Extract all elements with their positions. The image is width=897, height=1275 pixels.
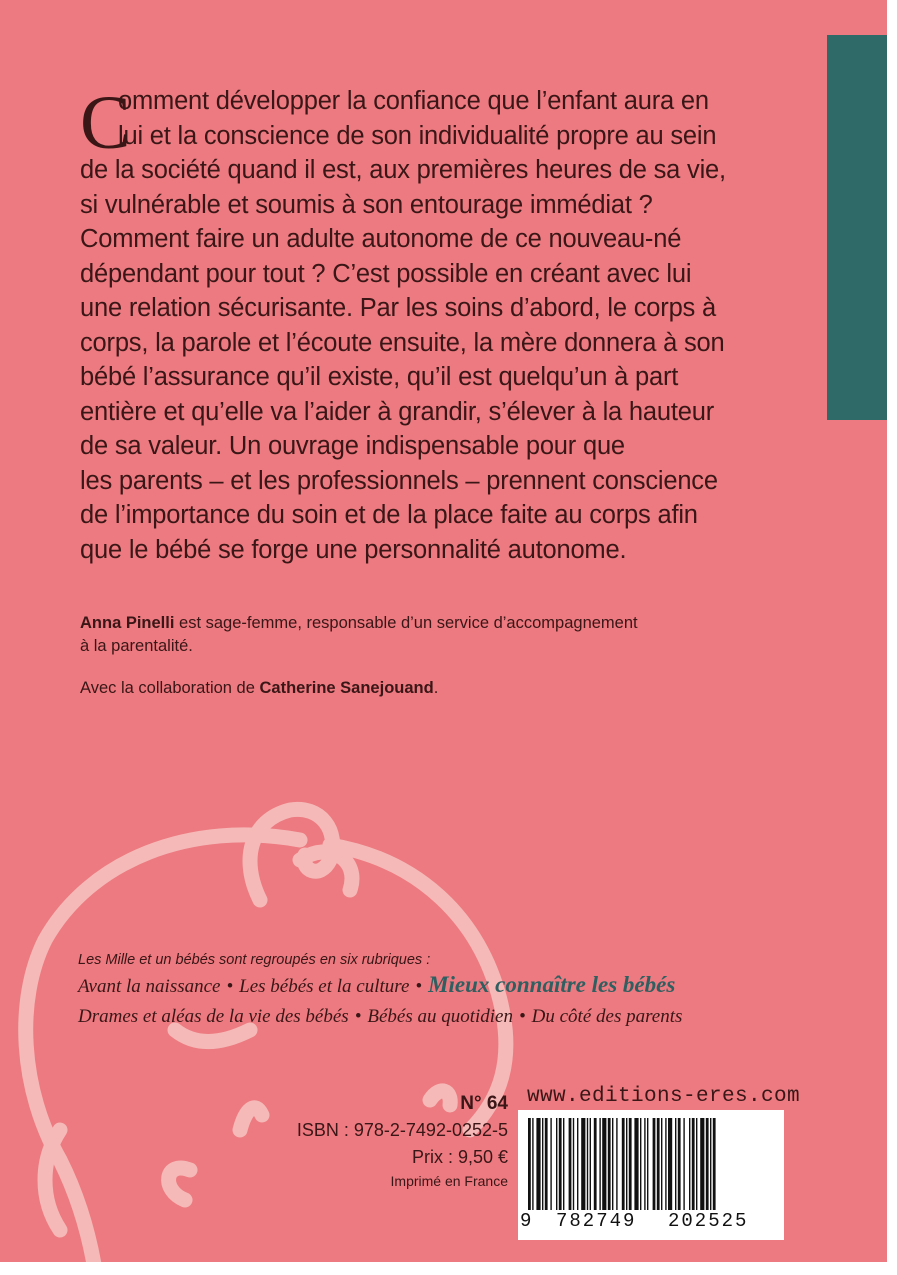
blurb-line: entière et qu’elle va l’aider à grandir, s’élever à la hauteur	[80, 397, 714, 426]
blurb-line: lui et la conscience de son individualité propre au sein	[118, 121, 717, 150]
barcode-bar	[536, 1118, 540, 1210]
barcode-bar	[590, 1118, 591, 1210]
barcode-bar	[657, 1118, 660, 1210]
baby-mouth	[169, 1168, 190, 1200]
barcode-bar	[563, 1118, 564, 1210]
rubric-item: Bébés au quotidien	[367, 1006, 513, 1027]
barcode-bar	[661, 1118, 662, 1210]
blurb-line: les parents – et les professionnels – prennent conscience	[80, 466, 718, 495]
rubric-separator: •	[415, 976, 423, 997]
blurb-line: si vulnérable et soumis à son entourage immédiat ?	[80, 190, 653, 219]
barcode-bar	[559, 1118, 562, 1210]
barcode-bar	[665, 1118, 666, 1210]
collaboration-suffix: .	[433, 679, 439, 697]
back-cover-blurb	[80, 81, 770, 567]
barcode-bar	[675, 1118, 676, 1210]
barcode-bar	[713, 1118, 716, 1210]
series-number: N° 64	[460, 1093, 508, 1114]
rubric-item: Avant la naissance	[78, 976, 221, 997]
barcode-bar	[644, 1118, 645, 1210]
barcode-bar	[573, 1118, 574, 1210]
barcode-bar	[678, 1118, 681, 1210]
barcode-bar	[706, 1118, 709, 1210]
barcode-bar	[640, 1118, 641, 1210]
barcode-bar	[689, 1118, 690, 1210]
barcode-bar	[532, 1118, 533, 1210]
barcode-right-group: 202525	[668, 1210, 749, 1232]
barcode-bar	[581, 1118, 585, 1210]
barcode-bar	[569, 1118, 572, 1210]
baby-left-eye	[240, 1108, 262, 1130]
rubric-row	[78, 970, 798, 1002]
rubric-item-highlighted: Mieux connaître les bébés	[428, 972, 676, 997]
series-rubrics	[78, 950, 798, 1032]
author-name: Anna Pinelli	[80, 614, 175, 632]
barcode-bar	[616, 1118, 617, 1210]
rubric-separator: •	[226, 976, 234, 997]
barcode-bar	[556, 1118, 557, 1210]
barcode-bar	[626, 1118, 627, 1210]
author-bio	[80, 612, 760, 658]
printed-in: Imprimé en France	[390, 1173, 508, 1189]
barcode-bars	[528, 1118, 774, 1210]
author-bio-text: est sage-femme, responsable d’un service d’accompagnement	[174, 614, 638, 632]
blurb-line: que le bébé se forge une personnalité autonome.	[80, 535, 627, 564]
barcode-bar	[683, 1118, 684, 1210]
rubric-item: Du côté des parents	[531, 1006, 683, 1027]
rubric-separator: •	[518, 1006, 526, 1027]
blurb-line: dépendant pour tout ? C’est possible en créant avec lui	[80, 259, 692, 288]
barcode-bar	[710, 1118, 711, 1210]
barcode-bar	[594, 1118, 597, 1210]
barcode-bar	[647, 1118, 648, 1210]
barcode-bar	[577, 1118, 578, 1210]
series-intro: Les Mille et un bébés sont regroupés en six rubriques :	[78, 952, 431, 968]
publisher-website: www.editions-eres.com	[527, 1085, 801, 1108]
barcode-bar	[692, 1118, 695, 1210]
author-bio-text: à la parentalité.	[80, 637, 193, 655]
baby-cheek-line	[45, 1130, 60, 1230]
barcode-bar	[545, 1118, 548, 1210]
barcode-bar	[700, 1118, 704, 1210]
blurb-line: de l’importance du soin et de la place faite au corps afin	[80, 501, 698, 529]
teal-side-band	[827, 35, 887, 420]
rubric-item: Drames et aléas de la vie des bébés	[78, 1006, 349, 1027]
rubric-item: Les bébés et la culture	[239, 976, 410, 997]
barcode-bar	[668, 1118, 672, 1210]
barcode-bar	[587, 1118, 588, 1210]
barcode-bar	[629, 1118, 632, 1210]
collaborator-name: Catherine Sanejouand	[259, 679, 434, 697]
drop-cap: C	[80, 81, 131, 165]
blurb-line: une relation sécurisante. Par les soins d’abord, le corps à	[80, 294, 716, 322]
barcode-left-group: 782749	[556, 1210, 637, 1232]
rubric-row	[78, 1002, 798, 1032]
barcode-first-digit: 9	[520, 1210, 532, 1232]
blurb-line: corps, la parole et l’écoute ensuite, la mère donnera à son	[80, 328, 725, 357]
barcode-bar	[634, 1118, 638, 1210]
publication-info	[270, 1090, 508, 1191]
barcode-bar	[528, 1118, 531, 1210]
blurb-line: bébé l’assurance qu’il existe, qu’il est quelqu’un à part	[80, 363, 679, 391]
barcode-bar	[653, 1118, 656, 1210]
barcode-bar	[622, 1118, 625, 1210]
barcode	[518, 1110, 784, 1240]
barcode-bar	[696, 1118, 697, 1210]
rubric-separator: •	[354, 1006, 362, 1027]
blurb-line: de la société quand il est, aux premières heures de sa vie,	[80, 156, 726, 184]
blurb-line: omment développer la confiance que l’enfant aura en	[118, 87, 709, 115]
price: Prix : 9,50 €	[411, 1147, 508, 1167]
barcode-bar	[602, 1118, 606, 1210]
barcode-bar	[550, 1118, 551, 1210]
barcode-bar	[599, 1118, 600, 1210]
blurb-line: de sa valeur. Un ouvrage indispensable pour que	[80, 432, 625, 460]
collaboration-prefix: Avec la collaboration de	[80, 679, 260, 697]
blurb-line: Comment faire un adulte autonome de ce nouveau-né	[80, 225, 682, 253]
barcode-bar	[608, 1118, 611, 1210]
barcode-bar	[612, 1118, 613, 1210]
barcode-bar	[542, 1118, 543, 1210]
collaboration-note	[80, 677, 760, 700]
isbn: ISBN : 978-2-7492-0252-5	[296, 1120, 508, 1140]
